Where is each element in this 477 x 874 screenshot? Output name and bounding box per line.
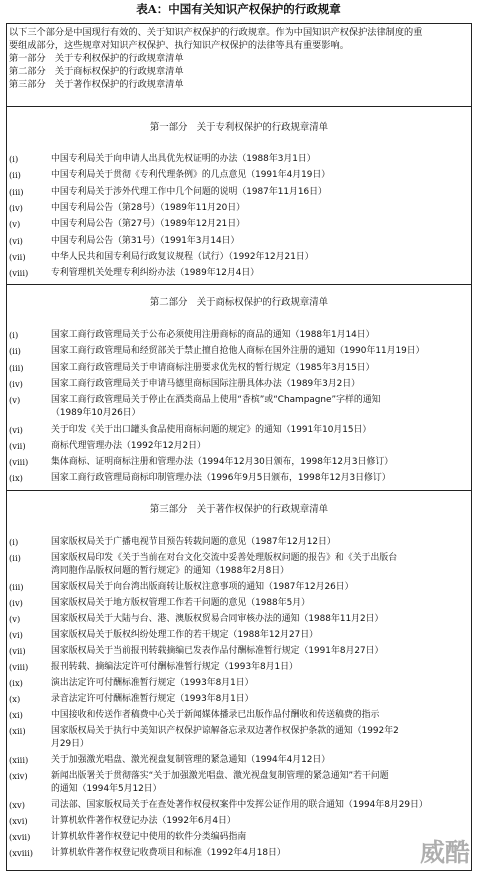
item-text [51,169,469,182]
section-divider [6,106,472,107]
item-text [51,536,469,549]
item-number: (xiv) [9,771,28,781]
item-text [51,472,469,485]
item-text [51,799,469,812]
item-text [51,218,469,231]
item-text-line: 国家工商行政管理局关于公布必须使用注册商标的商品的通知（1988年1月14日） [51,330,375,340]
intro-line: 第三部分 关于著作权保护的行政规章清单 [9,79,184,90]
part2-heading: 第二部分 关于商标权保护的行政规章清单 [149,297,329,308]
item-number: (iii) [9,582,24,592]
item-number: (xi) [9,710,23,720]
item-text-line: 国家工商行政管理局关于申请商标注册要求优先权的暂行规定（1985年3月15日） [51,362,375,373]
item-number: (v) [9,395,21,406]
item-number: (vii) [9,646,26,656]
item-text [51,815,469,828]
item-text [51,645,469,658]
intro-line: 以下三个部分是中国现行有效的、关于知识产权保护的行政规章。作为中国知识产权保护法律制度的重 [9,27,423,38]
item-text-line: 国家工商行政管理局商标印制管理办法（1996年9月5日颁布，1998年12月3日修订） [51,473,391,484]
item-text [51,725,469,751]
item-number: (xii) [9,726,26,736]
item-number: (viii) [9,457,29,468]
intro-line: 要组成部分，这些规章对知识产权保护、执行知识产权保护的法律等具有重要影响。 [9,40,349,51]
item-text-line: 司法部、国家版权局关于在查处著作权侵权案件中发挥公证作用的联合通知（1994年8月29日） [51,800,428,810]
item-number: (ii) [9,170,21,181]
part1-heading: 第一部分 关于专利权保护的行政规章清单 [149,122,329,133]
item-text [51,847,469,860]
item-text-line: 演出法定许可付酬标准暂行规定（1993年8月1日） [51,678,254,688]
item-text-line: 计算机软件著作权登记办法（1992年6月4日） [51,816,236,826]
item-number: (ix) [9,473,23,484]
item-text-line: 国家版权局关于版权纠纷处理工作的若干规定（1988年12月27日） [51,630,319,640]
item-text-line: 月29日） [51,739,89,749]
item-text-line: 国家工商行政管理局和经贸部关于禁止擅自抢他人商标在国外注册的通知（1990年11月19日） [51,346,425,357]
item-number: (iii) [9,362,24,373]
item-text [51,677,469,690]
item-number: (xvi) [9,816,28,826]
item-number: (i) [9,537,19,547]
item-number: (xiii) [9,755,29,765]
item-text-line: 中国专利局公告（第31号）（1991年3月14日） [51,235,240,246]
item-text [51,424,469,437]
item-number: (iv) [9,378,23,389]
item-number: (ix) [9,678,23,688]
item-number: (vi) [9,630,23,640]
item-text-line: 新闻出版署关于贯彻落实“关于加强激光唱盘、激光视盘复制管理的紧急通知”若干问题 [51,771,389,781]
item-text [51,153,469,166]
intro-block [9,26,469,91]
item-text [51,345,469,358]
item-number: (viii) [9,662,29,672]
item-text-line: 国家版权局关于广播电视节目预告转载问题的意见（1987年12月12日） [51,537,336,547]
part3-heading: 第三部分 关于著作权保护的行政规章清单 [149,504,329,515]
item-text [51,267,469,280]
item-text-line: 中华人民共和国专利局行政复议规程（试行）（1992年12月21日） [51,251,314,262]
item-text-line: 国家版权局关于向台湾出版商转让版权注意事项的通知（1987年12月26日） [51,582,354,592]
intro-line: 第一部分 关于专利权保护的行政规章清单 [9,53,184,64]
item-number: (xvii) [9,832,31,842]
item-text-line: 国家工商行政管理局关于停止在酒类商品上使用“香槟”或“Champagne”字样的通知 [51,395,381,406]
intro-line: 第二部分 关于商标权保护的行政规章清单 [9,66,184,77]
item-text-line: 关于印发《关于出口罐头食品使用商标问题的规定》的通知（1991年10月15日） [51,424,372,435]
item-text-line: 中国专利局关于向申请人出具优先权证明的办法（1988年3月1日） [51,154,316,164]
item-text-line: 中国专利局关于贯彻《专利代理条例》的几点意见（1991年4月19日） [51,170,331,181]
item-text-line: 集体商标、证明商标注册和管理办法（1994年12月30日颁布，1998年12月3日修订） [51,457,394,468]
item-text [51,378,469,391]
item-text-line: 中国专利局公告（第27号）（1989年12月21日） [51,219,246,230]
watermark-logo: 威酷 [420,838,471,867]
item-number: (vi) [9,424,23,435]
item-text [51,629,469,642]
item-text [51,613,469,626]
item-number: (vii) [9,251,26,262]
item-text-line: 中国接收和传送作者稿费中心关于新闻媒体播录已出版作品付酬收和传送稿费的指示 [51,710,380,720]
item-text-line: 商标代理管理办法（1992年12月2日） [51,440,206,451]
item-text [51,362,469,375]
item-text-line: 报刊转载、摘编法定许可付酬标准暂行规定（1993年8月1日） [51,662,298,672]
item-text [51,202,469,215]
item-number: (vi) [9,235,23,246]
item-number: (viii) [9,268,29,279]
item-text-line: 国家版权局关于地方版权管理工作若干问题的意见（1988年5月） [51,598,310,608]
item-number: (xviii) [9,848,34,858]
item-number: (vii) [9,440,26,451]
item-number: (v) [9,219,21,230]
item-text [51,770,469,796]
item-number: (v) [9,614,21,624]
item-text-line: 国家工商行政管理局关于申请马德里商标国际注册具体办法（1989年3月2日） [51,378,361,389]
item-text-line: 中国专利局公告（第28号）（1989年11月20日） [51,202,246,213]
item-text-line: 国家版权局关于大陆与台、港、澳版权贸易合同审核办法的通知（1988年11月2日） [51,614,384,624]
item-text [51,754,469,767]
item-text-line: 录音法定许可付酬标准暂行规定（1993年8月1日） [51,694,254,704]
item-text [51,597,469,610]
item-text [51,394,469,420]
item-text [51,581,469,594]
item-text-line: 国家版权局关于执行中美知识产权保护谅解备忘录双边著作权保护条款的通知（1992年2 [51,726,399,736]
document-title: 表A：中国有关知识产权保护的行政规章 [136,2,341,16]
item-text-line: 国家版权局关于当前报刊转载摘编已发表作品付酬标准暂行规定（1991年8月27日） [51,646,384,656]
item-text [51,552,469,578]
item-number: (ii) [9,346,21,357]
item-text [51,661,469,674]
item-number: (x) [9,694,21,704]
item-text-line: 的通知（1994年5月12日） [51,784,162,794]
item-text-line: 专利管理机关处理专利纠纷办法（1989年12月4日） [51,268,260,279]
item-text-line: 湾同胞作品版权问题的暂行规定》的通知（1988年2月8日） [51,566,290,576]
item-text-line: 国家版权局印发《关于当前在对台文化交流中妥善处理版权问题的报告》和《关于出版台 [51,553,398,563]
section-divider [6,490,472,491]
item-number: (ii) [9,553,21,563]
item-text [51,693,469,706]
section-divider [6,284,472,285]
item-text [51,329,469,342]
item-text-line: 计算机软件著作权登记收费项目和标准（1992年4月18日） [51,848,286,858]
item-number: (i) [9,154,19,164]
item-text [51,186,469,199]
item-text [51,440,469,453]
item-text-line: 关于加强激光唱盘、激光视盘复制管理的紧急通知（1994年4月12日） [51,755,331,765]
item-text-line: （1989年10月26日） [51,408,141,419]
item-text [51,709,469,722]
item-number: (iv) [9,202,23,213]
item-text [51,831,469,844]
item-text [51,235,469,248]
item-text-line: 计算机软件著作权登记中使用的软件分类编码指南 [51,832,247,842]
item-number: (i) [9,330,19,340]
item-number: (iii) [9,186,24,197]
item-number: (iv) [9,598,23,608]
item-number: (xv) [9,800,25,810]
item-text-line: 中国专利局关于涉外代理工作中几个问题的说明（1987年11月16日） [51,186,327,197]
item-text [51,251,469,264]
item-text [51,456,469,469]
